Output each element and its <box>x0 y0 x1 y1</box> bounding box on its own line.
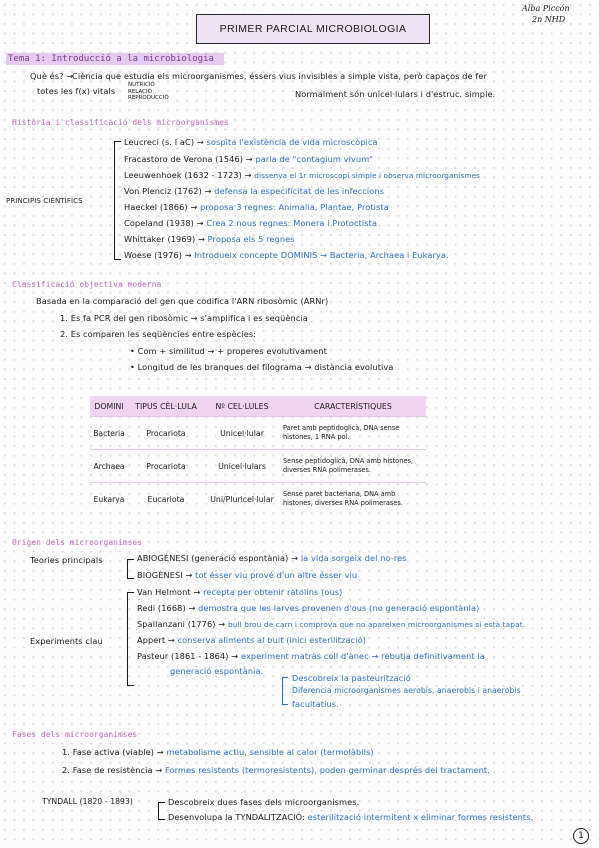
table-row <box>90 450 426 483</box>
fase-note: metabolisme actiu, sensible al calor (termolàbils) <box>166 747 374 757</box>
experiment-item <box>137 635 366 645</box>
pasteur-sub2: Diferencia microorganismes aerobis, anaerobis i anaerobis <box>292 686 521 695</box>
bracket <box>114 141 121 260</box>
experiment-item <box>137 603 479 613</box>
que-es-label: Què és? → <box>30 71 74 81</box>
history-note: sospita l'existència de vida microscòpica <box>206 137 378 147</box>
table-header-row <box>90 396 426 417</box>
tyndall-line2-a: Desenvolupa la TYNDALITZACIÓ: <box>168 812 305 822</box>
definition-line2: totes les f(x) vitals <box>37 86 116 96</box>
author-name: Alba Piccón <box>522 4 570 13</box>
history-note: parla de "contagium vivum" <box>255 154 374 164</box>
history-item <box>124 170 480 180</box>
table-header: CARACTERÍSTIQUES <box>280 396 426 417</box>
page-number <box>573 828 589 844</box>
principis-label: PRINCIPIS CIENTÍFICS <box>6 197 83 205</box>
history-item <box>124 137 378 147</box>
history-name: Von Plenciz (1762) → <box>124 186 212 196</box>
tyndall-line1: Descobreix dues fases dels microorganismes. <box>168 797 360 807</box>
table-cell: Sense paret bacteriana, DNA amb histones, diverses RNA polimerases. <box>280 483 426 516</box>
teoria-note: tot ésser viu prové d'un altre ésser viu <box>195 570 358 580</box>
experiment-note: bull brou de carn i comprova que no apareixen microorganismes si està tapat. <box>227 620 526 629</box>
definition-tail: Normalment són unicel·lulars i d'estruc. simple. <box>295 89 496 99</box>
section-heading-classificacio: Classificació objectiva moderna <box>12 280 162 289</box>
fase-item <box>62 747 374 757</box>
bracket <box>282 677 288 705</box>
experiment-name: Spallanzani (1776) → <box>137 619 226 629</box>
teoria-item <box>137 570 357 580</box>
fase-name: 2. Fase de resistència → <box>62 765 163 775</box>
teoria-item <box>137 553 407 563</box>
pasteur-sub1: Descobreix la pasteurització <box>292 673 411 683</box>
section-heading-origen: Origen dels microorganimses <box>12 538 143 547</box>
history-name: Haeckel (1866) → <box>124 202 198 212</box>
page-title <box>196 14 430 44</box>
author-course: 2n NHD <box>532 15 566 24</box>
history-note: dissenya el 1r microscopi simple i observa microorganismes <box>254 171 481 180</box>
experiments-label: Experiments clau <box>30 636 103 646</box>
table-row <box>90 483 426 516</box>
page-title-text: PRIMER PARCIAL MICROBIOLOGIA <box>219 23 407 35</box>
experiment-note: experiment matràs coll d'ànec → rebutja definitivament la <box>240 651 485 661</box>
table-cell: Procariota <box>128 417 204 450</box>
history-name: Copeland (1938) → <box>124 218 204 228</box>
history-note: Proposa els 5 regnes <box>207 234 295 244</box>
history-name: Fracastoro de Verona (1546) → <box>124 154 253 164</box>
bracket <box>127 559 134 579</box>
bracket <box>127 592 134 686</box>
history-note: Introdueix concepte DOMINIS → Bacteria, Archaea i Eukarya. <box>194 250 449 260</box>
history-name: Whittaker (1969) → <box>124 234 205 244</box>
experiment-item <box>137 587 342 597</box>
experiment-note: recepta per obtenir ratolins (ous) <box>203 587 343 597</box>
history-item <box>124 234 295 244</box>
history-item <box>124 218 377 228</box>
table-cell: Procariota <box>128 450 204 483</box>
table-cell: Uni/Pluricel·lular <box>204 483 280 516</box>
classificacio-bullet1: • Com + similitud → + properes evolutivament <box>130 346 327 356</box>
teories-label: Teories principals <box>30 555 103 565</box>
section-heading-fases: Fases dels microorganimses <box>12 730 138 739</box>
tyndall-line2 <box>168 812 533 822</box>
bracket <box>158 802 165 820</box>
history-item <box>124 154 373 164</box>
experiment-name: Van Helmont → <box>137 587 201 597</box>
experiment-name: Redi (1668) → <box>137 603 196 613</box>
teoria-name: BIOGÈNESI → <box>137 570 193 580</box>
history-item <box>124 202 389 212</box>
vital-function: RELACIÓ <box>128 88 152 95</box>
table-cell: Eucariota <box>128 483 204 516</box>
fase-note: Formes resistents (termoresistents), poden germinar després del tractament. <box>164 765 490 775</box>
history-item <box>124 250 449 260</box>
experiment-note: conserva aliments al buit (inici esterilització) <box>177 635 366 645</box>
tyndall-label: TYNDALL (1820 - 1893) <box>42 797 133 806</box>
experiment-item <box>137 619 525 629</box>
section-heading-historia: Història i classificació dels microorganismes <box>12 118 229 127</box>
history-name: Leeuwenhoek (1632 - 1723) → <box>124 170 252 180</box>
vital-function: REPRODUCCIÓ <box>128 95 169 101</box>
table-cell: Unicel·lulars <box>204 450 280 483</box>
table-header: TIPUS CÈL·LULA <box>128 396 204 417</box>
history-note: Crea 2 nous regnes: Monera i Protoctista <box>206 218 378 228</box>
tyndall-line2-b: esterilització intermitent x eliminar formes resistents. <box>307 812 534 822</box>
history-item <box>124 186 384 196</box>
table-header: DOMINI <box>90 396 128 417</box>
table-cell: Eukarya <box>90 483 128 516</box>
teoria-name: ABIOGÈNESI (generació espontània) → <box>137 553 299 563</box>
definition-line1: Ciència que estudia els microorganismes, éssers vius invisibles a simple vista, però capaços de fer <box>72 71 487 81</box>
classificacio-intro: Basada en la comparació del gen que codifica l'ARN ribosòmic (ARNr) <box>36 296 329 306</box>
page-number-text: 1 <box>578 831 584 841</box>
teoria-note: la vida sorgeix del no-res <box>300 553 407 563</box>
fase-name: 1. Fase activa (viable) → <box>62 747 164 757</box>
experiment-note-cont: generació espontània. <box>170 666 264 676</box>
pasteur-sub3: facultatius. <box>292 699 339 709</box>
fase-item <box>62 765 490 775</box>
tema-heading: Tema 1: Introducció a la microbiologia <box>6 53 224 65</box>
vital-functions-list <box>128 82 169 102</box>
table-row <box>90 417 426 450</box>
table-cell: Paret amb peptidoglicà, DNA sense histones, 1 RNA pol. <box>280 417 426 450</box>
history-name: Woese (1976) → <box>124 250 192 260</box>
domains-table <box>90 396 426 515</box>
classificacio-step2: 2. Es comparen les seqüències entre espècies: <box>60 329 257 339</box>
classificacio-bullet2: • Longitud de les branques del filograma → distància evolutiva <box>130 362 394 372</box>
experiment-item <box>137 651 485 661</box>
table-cell: Sense peptidoglicà, DNA amb histones, diverses RNA polimerases. <box>280 450 426 483</box>
table-header: Nº CEL·LULES <box>204 396 280 417</box>
history-name: Leucreci (s. I aC) → <box>124 137 204 147</box>
experiment-name: Appert → <box>137 635 175 645</box>
experiment-name: Pasteur (1861 - 1864) → <box>137 651 239 661</box>
table-cell: Archaea <box>90 450 128 483</box>
table-cell: Bacteria <box>90 417 128 450</box>
history-note: proposa 3 regnes: Animalia, Plantae, Protista <box>200 202 389 212</box>
history-note: defensa la especificitat de les infeccions <box>214 186 385 196</box>
experiment-note: demostra que les larves provenen d'ous (no generació espontània) <box>198 603 480 613</box>
classificacio-step1: 1. Es fa PCR del gen ribosòmic → s'amplifica i es seqüència <box>60 313 308 323</box>
vital-function: NUTRICIÓ <box>128 82 155 88</box>
table-cell: Unicel·lular <box>204 417 280 450</box>
